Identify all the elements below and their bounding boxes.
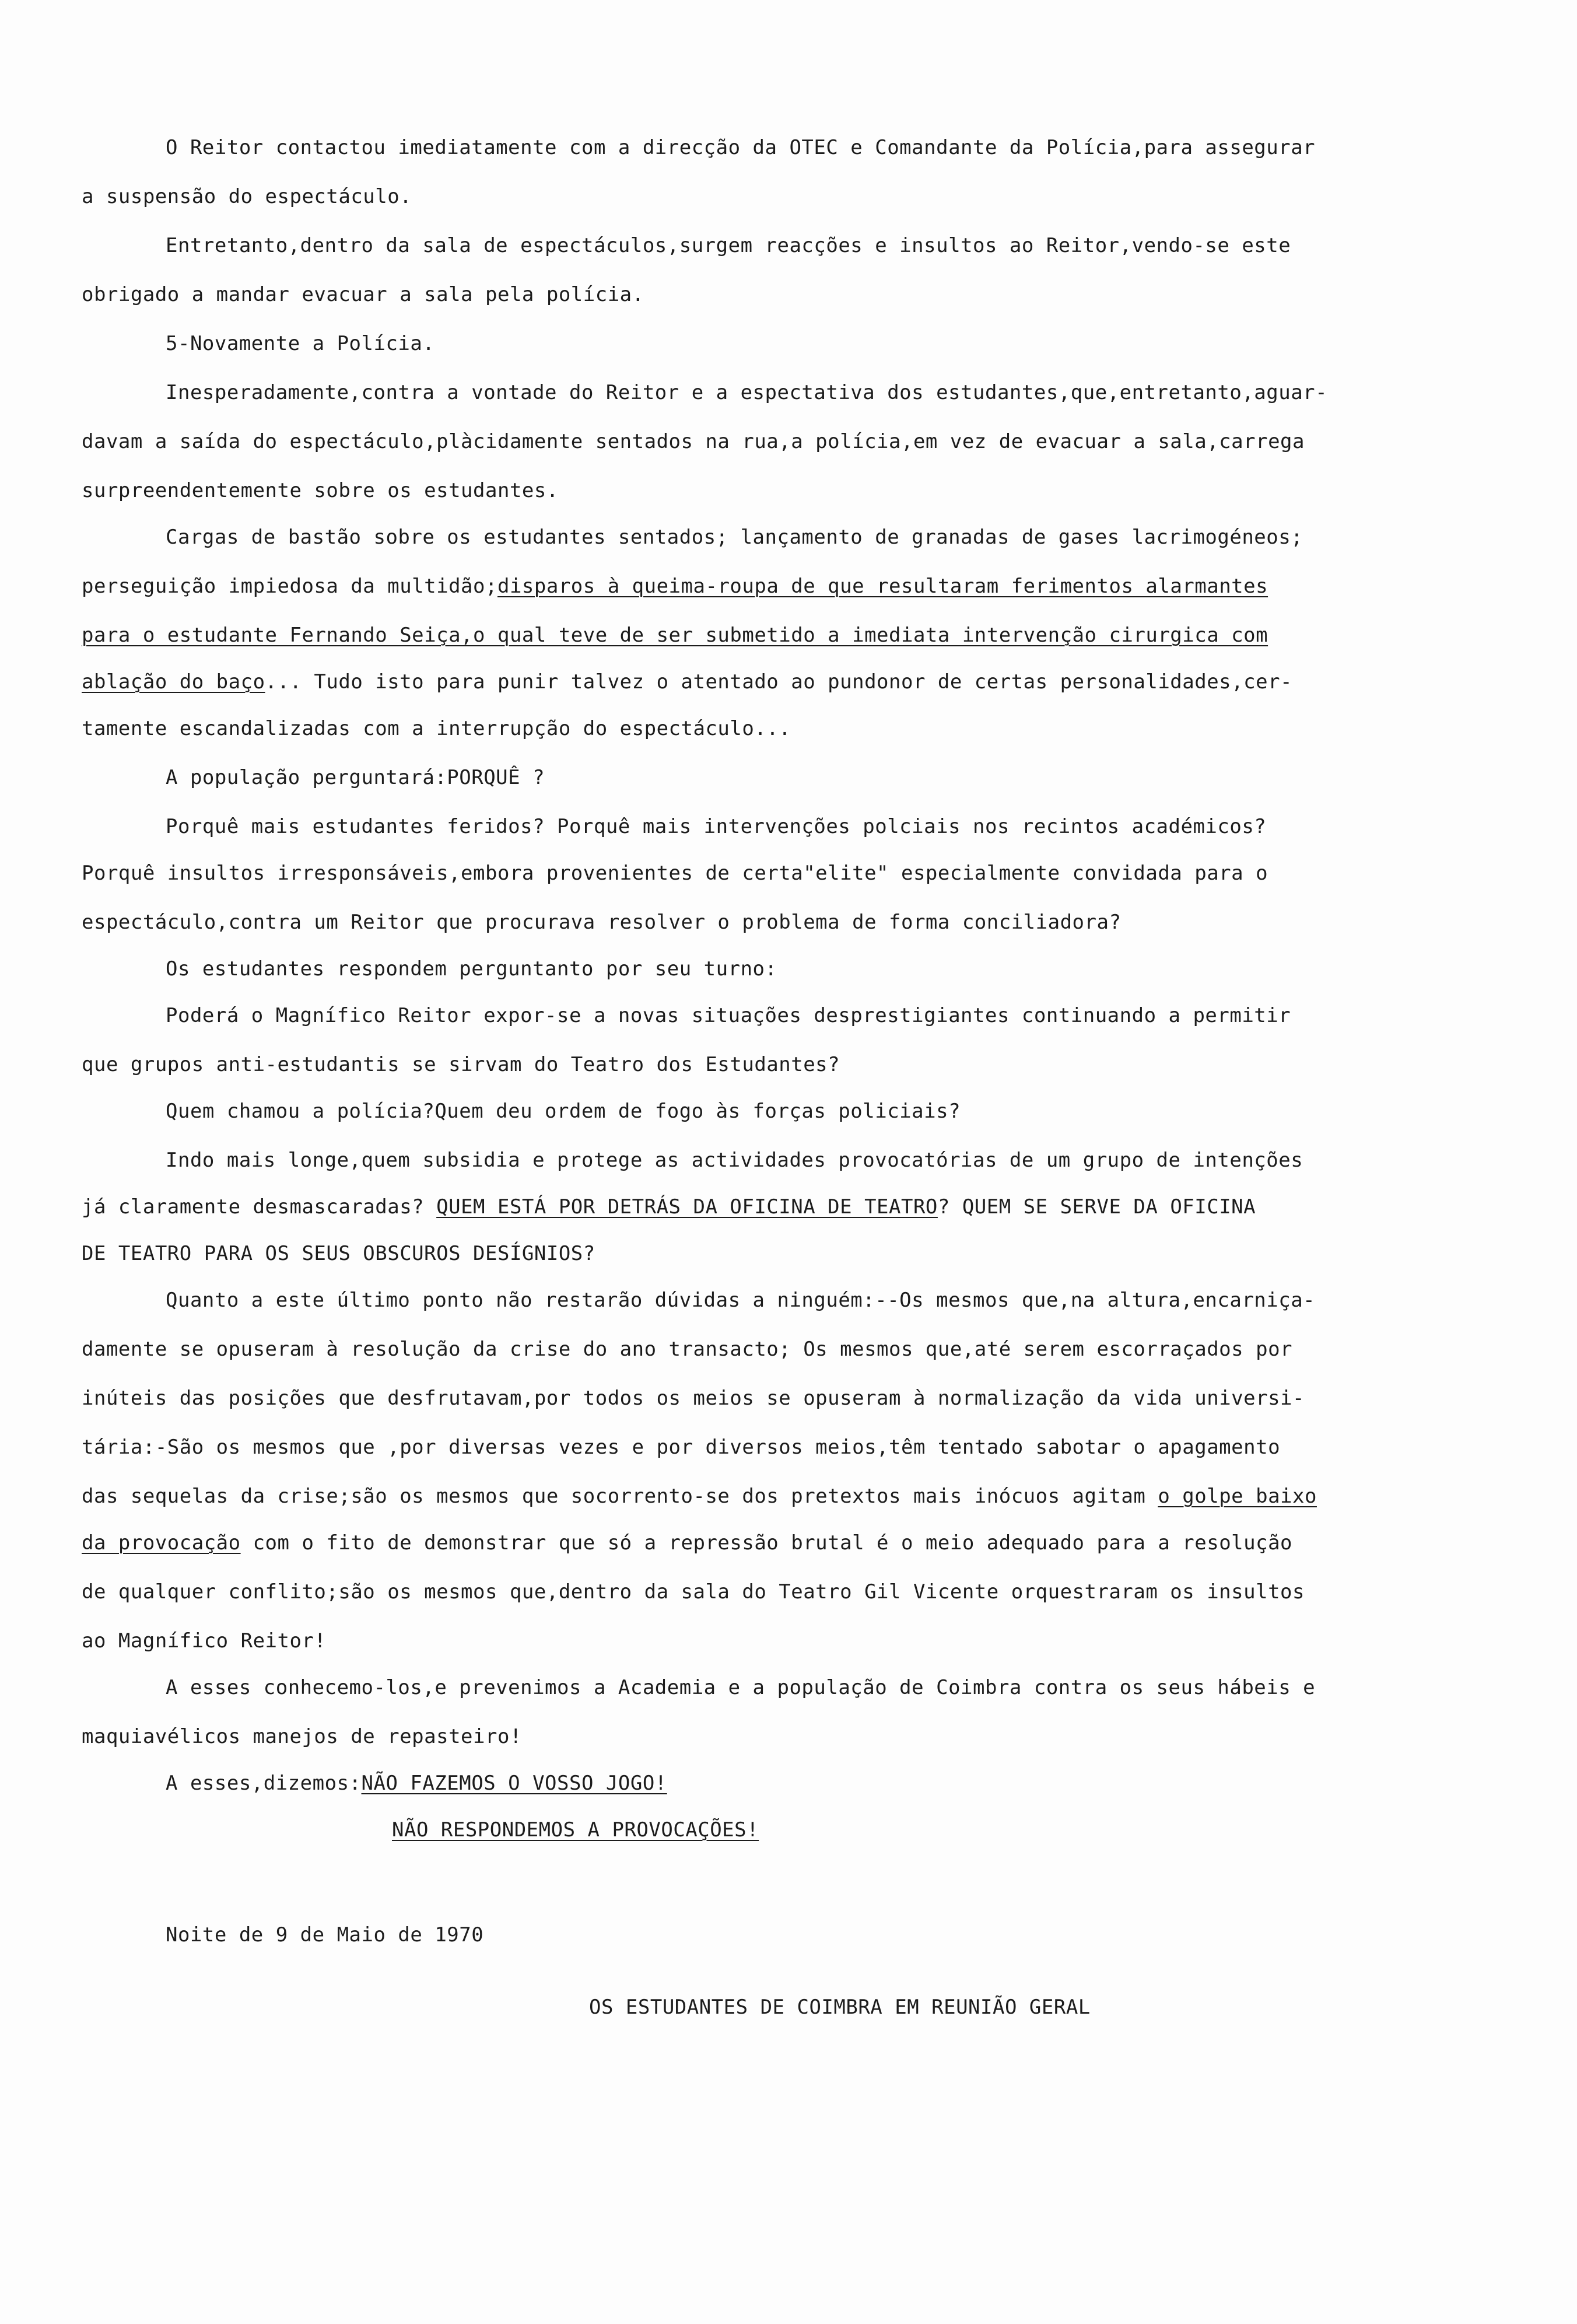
underlined-text: o golpe baixo <box>1158 1485 1317 1508</box>
text-line <box>166 813 1493 840</box>
text-line <box>166 1770 1493 1797</box>
text-line <box>82 1723 1493 1750</box>
line-text: Noite de 9 de Maio de 1970 <box>166 1923 484 1947</box>
line-text: já claramente desmascaradas? <box>82 1195 437 1219</box>
line-text: perseguição impiedosa da multidão; <box>82 575 497 598</box>
line-text: Indo mais longe,quem subsidia e protege as actividades provocatórias de um grupo de intenções <box>166 1149 1303 1172</box>
line-text: Quem chamou a polícia?Quem deu ordem de fogo às forças policiais? <box>166 1100 961 1123</box>
line-text: DE TEATRO PARA OS SEUS OBSCUROS DESÍGNIOS? <box>82 1242 595 1265</box>
text-line <box>166 330 1493 357</box>
line-text: surpreendentemente sobre os estudantes. <box>82 479 559 502</box>
line-text: que grupos anti-estudantis se sirvam do Teatro dos Estudantes? <box>82 1053 840 1076</box>
line-text: Quanto a este último ponto não restarão dúvidas a ninguém:--Os mesmos que,na altura,encarniça- <box>166 1289 1316 1312</box>
text-line <box>166 1674 1493 1701</box>
line-text: maquiavélicos manejos de repasteiro! <box>82 1725 522 1748</box>
line-text: damente se opuseram à resolução da crise do ano transacto; Os mesmos que,até serem escorraçados por <box>82 1338 1293 1361</box>
text-line <box>82 1385 1493 1412</box>
text-line <box>392 1817 1493 1843</box>
line-text: ao Magnífico Reitor! <box>82 1629 327 1653</box>
line-text: OS ESTUDANTES DE COIMBRA EM REUNIÃO GERAL <box>589 1996 1091 2019</box>
line-text: das sequelas da crise;são os mesmos que socorrento-se dos pretextos mais inócuos agitam <box>82 1485 1158 1508</box>
text-line <box>82 1530 1493 1556</box>
line-text: Inesperadamente,contra a vontade do Reitor e a espectativa dos estudantes,que,entretanto,aguar- <box>166 381 1328 404</box>
text-line <box>166 1922 1493 1948</box>
text-line <box>82 428 1493 455</box>
text-line <box>82 1483 1493 1510</box>
text-line <box>166 1098 1493 1125</box>
text-line <box>166 232 1493 259</box>
text-line <box>82 1336 1493 1363</box>
underlined-text: para o estudante Fernando Seiça,o qual teve de ser submetido a imediata intervenção cirurgica com <box>82 624 1268 647</box>
text-line <box>82 909 1493 936</box>
text-line <box>82 1578 1493 1605</box>
line-text: tária:-São os mesmos que ,por diversas vezes e por diversos meios,têm tentado sabotar o apagamento <box>82 1436 1281 1459</box>
line-text: A esses,dizemos: <box>166 1772 362 1795</box>
line-text: de qualquer conflito;são os mesmos que,dentro da sala do Teatro Gil Vicente orquestraram os insultos <box>82 1580 1305 1604</box>
text-line <box>82 1051 1493 1078</box>
line-text: davam a saída do espectáculo,plàcidamente sentados na rua,a polícia,em vez de evacuar a sala,carrega <box>82 430 1305 453</box>
underlined-text: QUEM ESTÁ POR DETRÁS DA OFICINA DE TEATRO <box>436 1195 938 1219</box>
line-text: Entretanto,dentro da sala de espectáculos,surgem reacções e insultos ao Reitor,vendo-se este <box>166 234 1291 257</box>
line-text: obrigado a mandar evacuar a sala pela polícia. <box>82 283 644 306</box>
text-line <box>166 1147 1493 1174</box>
line-text: a suspensão do espectáculo. <box>82 185 412 208</box>
line-text: A população perguntará:PORQUÊ ? <box>166 766 545 789</box>
line-text: Os estudantes respondem perguntanto por seu turno: <box>166 957 777 981</box>
text-line <box>166 379 1493 406</box>
line-text: Poderá o Magnífico Reitor expor-se a novas situações desprestigiantes continuando a permitir <box>166 1004 1291 1027</box>
underlined-text: disparos à queima-roupa de que resultaram ferimentos alarmantes <box>497 575 1268 598</box>
text-line <box>82 715 1493 742</box>
text-line <box>82 1194 1493 1220</box>
text-line <box>82 1628 1493 1654</box>
text-line <box>82 622 1493 649</box>
line-text: 5-Novamente a Polícia. <box>166 332 435 355</box>
text-line <box>82 477 1493 504</box>
text-line <box>82 860 1493 887</box>
text-line <box>166 764 1493 791</box>
line-text: Cargas de bastão sobre os estudantes sentados; lançamento de granadas de gases lacrimogéneos; <box>166 526 1303 549</box>
underlined-text: ablação do baço <box>82 670 265 694</box>
line-text: A esses conhecemo-los,e prevenimos a Academia e a população de Coimbra contra os seus hábeis e <box>166 1676 1316 1699</box>
text-line <box>82 573 1493 600</box>
text-line <box>82 668 1493 695</box>
line-text: Porquê mais estudantes feridos? Porquê mais intervenções polciais nos recintos académicos? <box>166 815 1267 838</box>
text-line <box>166 524 1493 551</box>
text-line <box>82 1240 1493 1267</box>
line-text: inúteis das posições que desfrutavam,por todos os meios se opuseram à normalização da vida universi- <box>82 1387 1305 1410</box>
text-line <box>589 1994 1493 2021</box>
text-line <box>166 1002 1493 1029</box>
text-line <box>166 956 1493 982</box>
text-line <box>166 134 1493 161</box>
text-line <box>166 1287 1493 1314</box>
line-text: com o fito de demonstrar que só a repressão brutal é o meio adequado para a resolução <box>240 1531 1293 1555</box>
line-text: ... Tudo isto para punir talvez o atentado ao pundonor de certas personalidades,cer- <box>265 670 1293 694</box>
text-line <box>82 183 1493 210</box>
text-line <box>82 1434 1493 1461</box>
line-text: O Reitor contactou imediatamente com a direcção da OTEC e Comandante da Polícia,para assegurar <box>166 136 1316 159</box>
line-text: tamente escandalizadas com a interrupção do espectáculo... <box>82 717 791 740</box>
underlined-text: da provocação <box>82 1531 241 1555</box>
underlined-text: NÃO FAZEMOS O VOSSO JOGO! <box>361 1772 667 1795</box>
text-line <box>82 281 1493 308</box>
line-text: Porquê insultos irresponsáveis,embora provenientes de certa"elite" especialmente convidada para o <box>82 862 1268 885</box>
underlined-text: NÃO RESPONDEMOS A PROVOCAÇÕES! <box>392 1818 759 1842</box>
line-text: ? QUEM SE SERVE DA OFICINA <box>937 1195 1256 1219</box>
line-text: espectáculo,contra um Reitor que procurava resolver o problema de forma conciliadora? <box>82 911 1122 934</box>
